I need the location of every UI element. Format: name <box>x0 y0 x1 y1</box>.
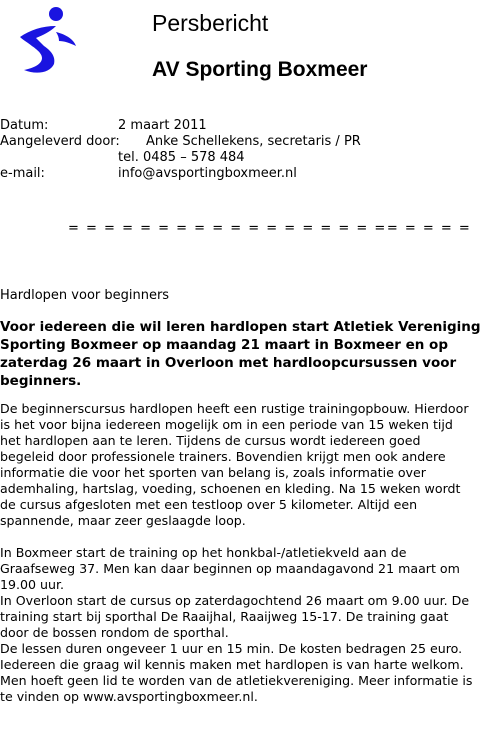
text-line: De beginnerscursus hardlopen heeft een rustige trainingopbouw. Hierdoor <box>0 401 469 416</box>
organization-name: AV Sporting Boxmeer <box>152 58 368 81</box>
text-line: het hardlopen aan te leren. Tijdens de cursus wordt iedereen goed <box>0 433 421 448</box>
text-line: Men hoeft geen lid te worden van de atletiekvereniging. Meer informatie is <box>0 673 473 688</box>
page-title: Persbericht <box>152 10 269 36</box>
text-line: ademhaling, hartslag, voeding, schoenen en kleding. Na 15 weken wordt <box>0 481 461 496</box>
article-paragraph-1 <box>0 401 498 529</box>
article-lead: Voor iedereen die wil leren hardlopen start Atletiek Vereniging Sporting Boxmeer op maandag 21 maart in Boxmeer en op zaterdag 26 maart in Overloon met hardloopcursussen voor beginners. <box>0 319 481 389</box>
text-line: De lessen duren ongeveer 1 uur en 15 min. De kosten bedragen 25 euro. <box>0 641 463 656</box>
text-line: informatie die voor het sporten van belang is, zoals informatie over <box>0 465 426 480</box>
club-logo-icon <box>16 4 78 76</box>
text-line: door de bossen rondom de sporthal. <box>0 625 229 640</box>
text-line: 19.00 uur. <box>0 577 65 592</box>
aangeleverd-value: Anke Schellekens, secretaris / PR <box>146 134 361 149</box>
text-line: begeleid door professionele trainers. Bovendien krijgt men ook andere <box>0 449 446 464</box>
datum-label: Datum: <box>0 118 49 133</box>
text-line: Iedereen die graag wil kennis maken met hardlopen is van harte welkom. <box>0 657 464 672</box>
separator-line: = = = = = = = = = = = = = = = = = == = = = = <box>68 221 472 236</box>
text-line: In Boxmeer start de training op het honkbal-/atletiekveld aan de <box>0 545 407 560</box>
text-line: is het voor bijna iedereen mogelijk om in een periode van 15 weken tijd <box>0 417 453 432</box>
text-line: training start bij sporthal De Raaijhal, Raaijweg 15-17. De training gaat <box>0 609 449 624</box>
email-value: info@avsportingboxmeer.nl <box>118 166 297 181</box>
article-title: Hardlopen voor beginners <box>0 288 170 303</box>
aangeleverd-label: Aangeleverd door: <box>0 134 120 149</box>
email-label: e-mail: <box>0 166 45 181</box>
text-line: Graafseweg 37. Men kan daar beginnen op maandagavond 21 maart om <box>0 561 460 576</box>
text-line: In Overloon start de cursus op zaterdagochtend 26 maart om 9.00 uur. De <box>0 593 470 608</box>
article-paragraph-2 <box>0 545 498 705</box>
text-line: te vinden op www.avsportingboxmeer.nl. <box>0 689 258 704</box>
text-line: de cursus afgesloten met een testloop over 5 kilometer. Altijd een <box>0 497 418 512</box>
text-line: spannende, maar zeer geslaagde loop. <box>0 513 246 528</box>
datum-value: 2 maart 2011 <box>118 118 207 133</box>
tel-value: tel. 0485 – 578 484 <box>118 150 245 165</box>
